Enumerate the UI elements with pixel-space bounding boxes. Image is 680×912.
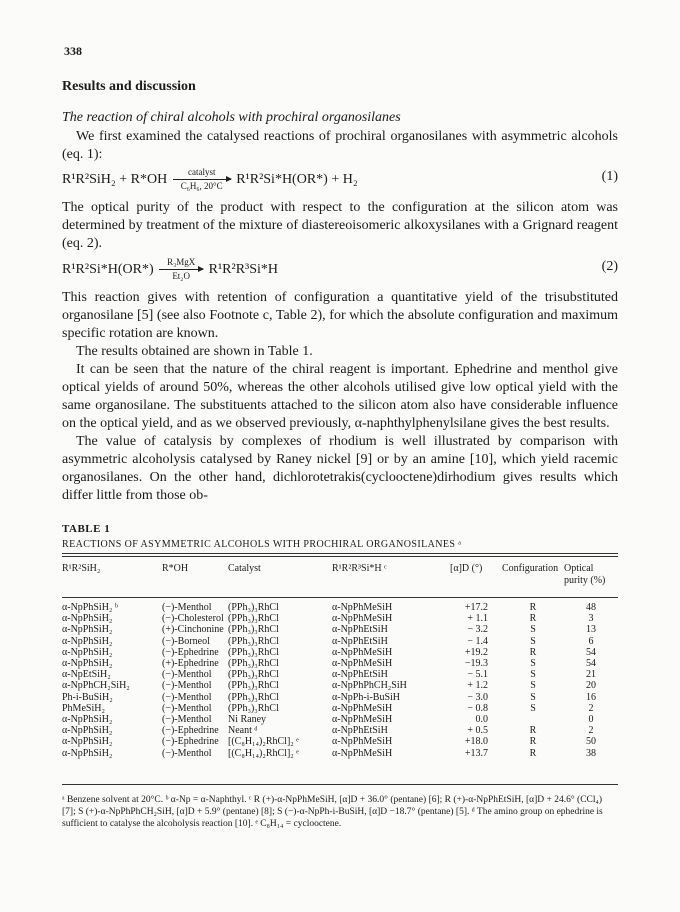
eq2-reagent: R₃MgX [167,257,196,267]
table-row [62,624,618,635]
eq1-conditions: C₆H₆, 20°C [180,181,223,191]
cell-silane: α-NpPhSiH₂ [62,714,113,726]
cell-silane: α-NpPhSiH₂ [62,725,113,737]
col-header-alcohol: R*OH [162,563,189,574]
cell-rotation: 0.0 [475,714,488,726]
paragraph-purity: The optical purity of the product with respect to the configuration at the silicon atom was determined by treatment of the mixture of diastereoisomeric alkoxysilanes with a Grignard reagent (eq. 2). [62,200,618,251]
cell-catalyst: (PPh₃)₃RhCl [228,624,279,636]
cell-product: α-NpPhMeSiH [332,714,393,726]
cell-alcohol: (−)-Menthol [162,669,212,681]
cell-optical-purity: 54 [586,646,596,658]
cell-catalyst: [(C₈H₁₄)₂RhCl]₂ ᵉ [228,747,299,759]
cell-product: α-NpPhEtSiH [332,669,388,681]
eq2-number: (2) [601,259,618,274]
cell-alcohol: (−)-Ephedrine [162,736,219,748]
cell-optical-purity: 2 [588,702,594,714]
cell-configuration: R [529,646,537,658]
table-row [62,613,618,624]
cell-catalyst: (PPh₃)₃RhCl [228,691,279,703]
table-row [62,669,618,680]
cell-optical-purity: 38 [586,747,596,759]
cell-alcohol: (−)-Ephedrine [162,646,219,658]
table-caption: REACTIONS OF ASYMMETRIC ALCOHOLS WITH PROCHIRAL ORGANOSILANES ᵃ [62,539,462,550]
cell-silane: α-NpPhSiH₂ [62,635,113,647]
cell-silane: α-NpPhSiH₂ [62,736,113,748]
cell-rotation: + 1.2 [467,680,488,692]
cell-optical-purity: 16 [586,691,596,703]
cell-catalyst: [(C₈H₁₄)₂RhCl]₂ ᵉ [228,736,299,748]
cell-product: α-NpPh-i-BuSiH [332,691,401,703]
cell-catalyst: (PPh₃)₃RhCl [228,669,279,681]
cell-silane: α-NpPhCH₂SiH₂ [62,680,130,692]
cell-alcohol: (+)-Cinchonine [162,624,224,636]
cell-product: α-NpPhMeSiH [332,702,393,714]
cell-optical-purity: 20 [586,680,596,692]
cell-rotation: +13.7 [464,747,488,759]
eq1-reagent: catalyst [187,167,216,177]
subsection-heading: The reaction of chiral alcohols with prochiral organosilanes [62,110,401,125]
cell-silane: α-NpPhSiH₂ [62,658,113,670]
cell-silane: α-NpEtSiH₂ [62,669,111,681]
cell-optical-purity: 48 [586,602,596,613]
cell-product: α-NpPhMeSiH [332,658,393,670]
cell-catalyst: (PPh₃)₃RhCl [228,702,279,714]
cell-silane: α-NpPhSiH₂ [62,646,113,658]
cell-catalyst: (PPh₃)₃RhCl [228,613,279,625]
eq1-lhs: R¹R²SiH₂ + R*OH [62,172,168,188]
cell-optical-purity: 21 [586,669,596,681]
cell-product: α-NpPhMeSiH [332,613,393,625]
table-row [62,602,618,613]
cell-rotation: −19.3 [464,658,488,670]
cell-alcohol: (−)-Menthol [162,691,212,703]
cell-product: α-NpPhMeSiH [332,747,393,759]
table-header-row [62,563,618,587]
col-header-product: R¹R²R³Si*H ᶜ [332,563,387,574]
cell-catalyst: (PPh₃)₃RhCl [228,680,279,692]
cell-rotation: − 5.1 [467,669,488,681]
cell-product: α-NpPhEtSiH [332,725,388,737]
table-row [62,680,618,691]
cell-optical-purity: 54 [586,658,596,670]
eq2-rhs: R¹R²R³Si*H [208,262,279,278]
cell-configuration: S [530,702,536,714]
equation-2 [62,255,618,281]
cell-optical-purity: 0 [588,714,594,726]
cell-configuration: S [530,680,536,692]
cell-rotation: − 0.8 [467,702,488,714]
cell-silane: α-NpPhSiH₂ [62,624,113,636]
cell-catalyst: (PPh₃)₃RhCl [228,658,279,670]
equation-1 [62,165,618,191]
cell-alcohol: (+)-Ephedrine [162,658,219,670]
results-table [62,563,618,759]
cell-configuration: R [529,725,537,737]
cell-silane: PhMeSiH₂ [62,702,105,714]
cell-product: α-NpPhEtSiH [332,624,388,636]
cell-catalyst: (PPh₃)₃RhCl [228,602,279,613]
cell-alcohol: (−)-Menthol [162,747,212,759]
cell-rotation: +18.0 [464,736,488,748]
cell-optical-purity: 6 [588,635,594,647]
cell-optical-purity: 3 [588,613,594,625]
cell-configuration: R [529,602,537,613]
col-header-rotation: [α]D (°) [450,563,483,574]
col-header-configuration: Configuration [502,563,559,574]
table-label: TABLE 1 [62,523,111,535]
table-row [62,736,618,747]
cell-configuration: S [530,669,536,681]
col-header-optical-purity: Optical purity (%) [564,563,606,586]
cell-product: α-NpPhPhCH₂SiH [332,680,407,692]
cell-catalyst: Neant ᵈ [228,725,258,737]
cell-rotation: + 1.1 [467,613,488,625]
table-row [62,658,618,669]
cell-configuration: S [530,658,536,670]
cell-silane: α-NpPhSiH₂ [62,613,113,625]
table-row [62,636,618,647]
section-heading: Results and discussion [62,79,196,94]
page-number: 338 [64,44,82,58]
cell-product: α-NpPhMeSiH [332,736,393,748]
cell-catalyst: Ni Raney [228,714,267,726]
cell-configuration: S [530,691,536,703]
cell-configuration: S [530,635,536,647]
cell-rotation: + 0.5 [467,725,488,737]
cell-product: α-NpPhMeSiH [332,646,393,658]
cell-product: α-NpPhEtSiH [332,635,388,647]
table-row [62,703,618,714]
cell-rotation: +17.2 [464,602,488,613]
cell-configuration: R [529,613,537,625]
cell-alcohol: (−)-Menthol [162,680,212,692]
cell-rotation: +19.2 [464,646,488,658]
reaction-arrow [173,169,231,191]
cell-alcohol: (−)-Menthol [162,714,212,726]
eq2-conditions: Et₂O [172,271,190,281]
table-footnote: ᵃ Benzene solvent at 20°C. ᵇ α-Np = α-Naphthyl. ᶜ R (+)-α-NpPhMeSiH, [α]D + 36.0° (pentane) [6]; R (+)-α-NpPhEtSiH, [α]D + 24.6° (CCl₄) [7]; S (+)-α-NpPhPhCH₂SiH, [α]D + 5.9° (pentane) [8]; S (−)-α-NpPh-i-BuSiH, [α]D −18.7° (pentane) [5]. ᵈ The amino group on ephedrine is sufficient to catalyse the alcoholysis reaction [10]. ᵉ C₈H₁₄ = cyclooctene. [62,795,603,829]
cell-alcohol: (−)-Menthol [162,602,212,613]
col-header-catalyst: Catalyst [228,563,261,574]
paragraph-results: This reaction gives with retention of configuration a quantitative yield of the trisubstituted organosilane [5] (see also Footnote c, Table 2), for which the absolute configuration and maximum specific rotation are known. The results obtained are shown in Table 1. It can be seen that the nature of the chiral reagent is important. Ephedrine and menthol give optical yields of around 50%, whereas the other alcohols utilised give low optical yield with the same organosilane. The substituents attached to the silicon atom also have considerable influence on the optical yield, and as we observed previously, α-naphthylphenylsilane gives the best results. The value of catalysis by complexes of rhodium is well illustrated by comparison with asymmetric alcoholysis catalysed by Raney nickel [9] or by an amine [10], which yield racemic organosilanes. On the other hand, dichlorotetrakis(cyclooctene)dirhodium gives results which differ little from those ob- [62,290,618,503]
table-row [62,748,618,759]
paragraph-intro: We first examined the catalysed reactions of prochiral organosilanes with asymmetric alcohols (eq. 1): [62,129,618,162]
eq1-rhs: R¹R²Si*H(OR*) + H₂ [236,172,358,188]
table-row [62,714,618,725]
cell-optical-purity: 13 [586,624,596,636]
reaction-arrow [159,259,203,281]
cell-alcohol: (−)-Ephedrine [162,725,219,737]
cell-alcohol: (−)-Menthol [162,702,212,714]
cell-alcohol: (−)-Cholesterol [162,613,224,625]
cell-configuration: R [529,736,537,748]
eq1-number: (1) [601,169,618,184]
cell-catalyst: (PPh₃)₃RhCl [228,646,279,658]
cell-silane: Ph-i-BuSiH₂ [62,691,113,703]
table-row [62,692,618,703]
cell-optical-purity: 50 [586,736,596,748]
cell-optical-purity: 2 [588,725,594,737]
cell-silane: α-NpPhSiH₂ ᵇ [62,602,118,613]
cell-configuration: R [529,747,537,759]
cell-rotation: − 1.4 [467,635,488,647]
cell-alcohol: (−)-Borneol [162,635,210,647]
cell-rotation: − 3.2 [467,624,488,636]
cell-silane: α-NpPhSiH₂ [62,747,113,759]
cell-configuration [502,714,564,725]
table-row [62,725,618,736]
eq2-lhs: R¹R²Si*H(OR*) [62,262,154,278]
cell-rotation: − 3.0 [467,691,488,703]
cell-configuration: S [530,624,536,636]
cell-catalyst: (PPh₃)₃RhCl [228,635,279,647]
table-row [62,647,618,658]
col-header-silane: R¹R²SiH₂ [62,563,101,574]
cell-product: α-NpPhMeSiH [332,602,393,613]
